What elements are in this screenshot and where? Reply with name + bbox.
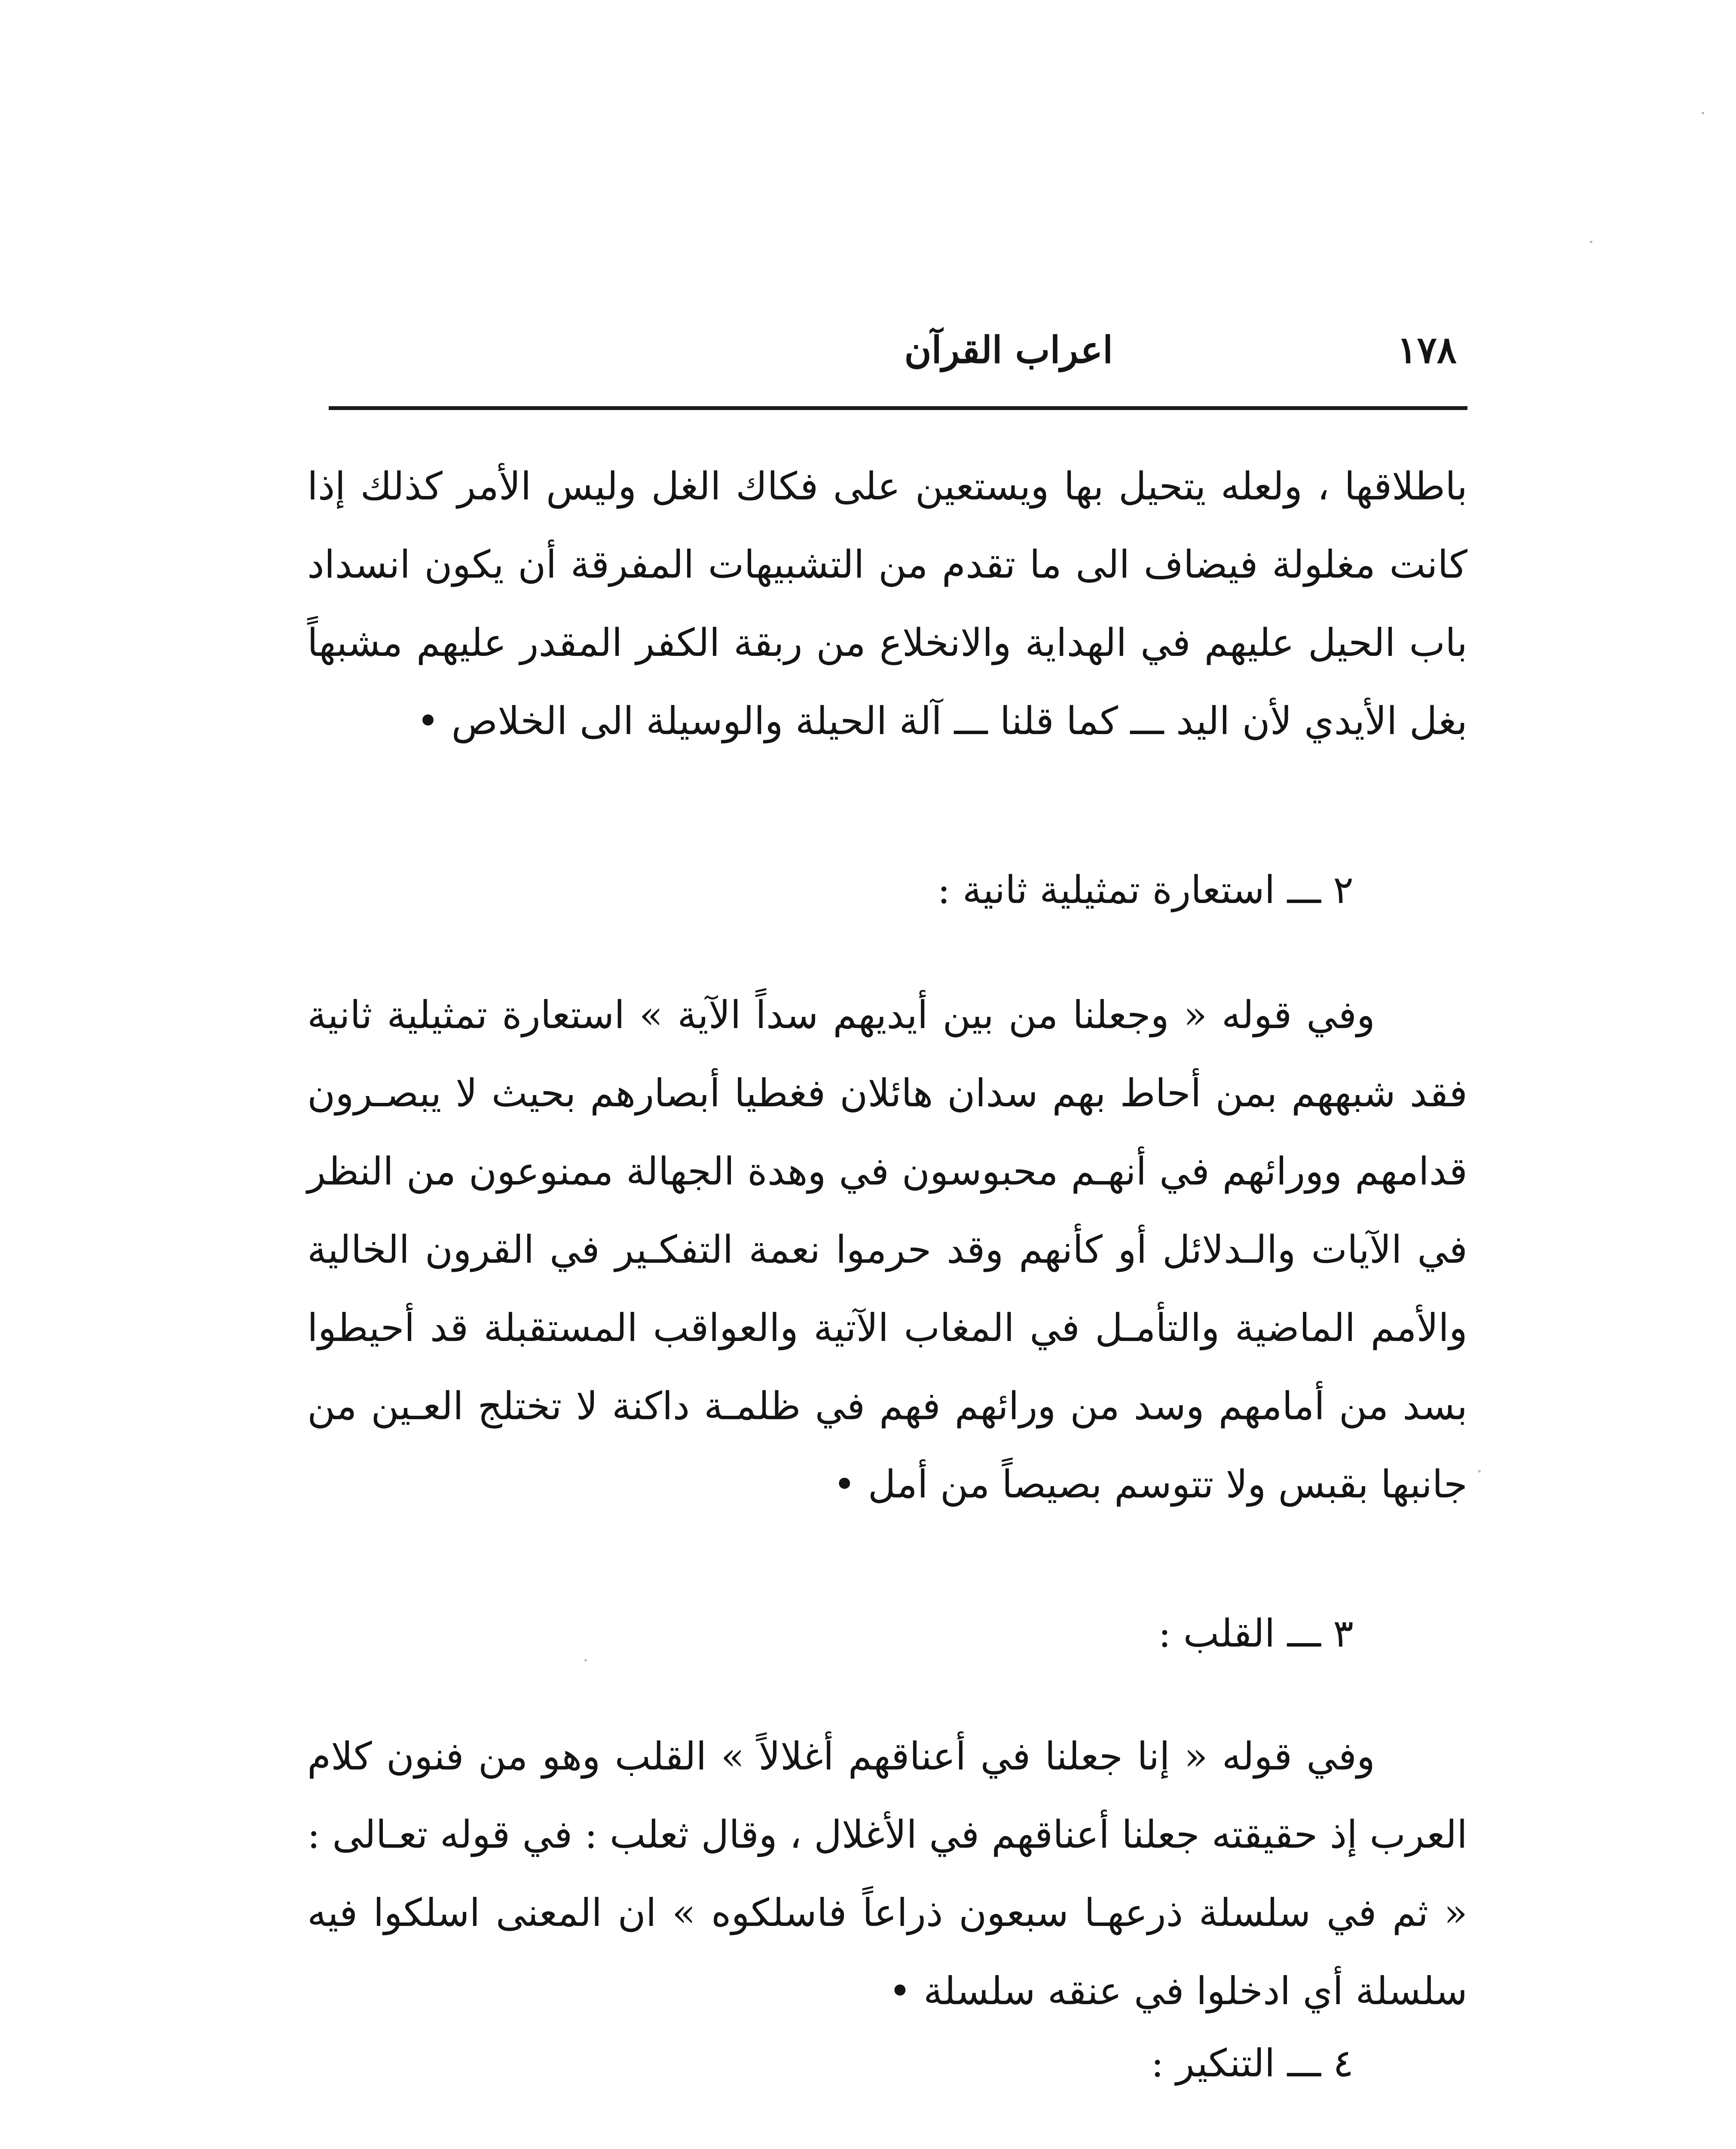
scan-speck bbox=[584, 1659, 587, 1662]
paragraph-indefiniteness bbox=[307, 2145, 1467, 2149]
paragraph-continuation: باطلاقها ، ولعله يتحيل بها ويستعين على فكاك الغل وليس الأمر كذلك إذا كانت مغلولة فيضاف الى ما تقدم من التشبيهات المفرقة أن يكون انسداد باب الحيل عليهم في الهداية والانخلاع من ربقة الكفر المقدر عليهم مشبهاً بغل الأيدي لأن اليد ـــ كما قلنا ـــ آلة الحيلة والوسيلة الى الخلاص • bbox=[307, 464, 1467, 743]
paragraph-inversion: وفي قوله « إنا جعلنا في أعناقهم أغلالاً » القلب وهو من فنون كلام العرب إذ حقيقته جعلنا أعناقهم في الأغلال ، وقال ثعلب : في قوله تعـالى : « ثم في سلسلة ذرعهـا سبعون ذراعاً فاسلكوه » ان المعنى اسلكوا فيه سلسلة أي ادخلوا في عنقه سلسلة • bbox=[307, 1734, 1467, 2013]
header-rule bbox=[329, 406, 1467, 410]
page-number: ١٧٨ bbox=[1397, 328, 1457, 372]
scan-speck bbox=[1702, 112, 1704, 114]
scan-speck bbox=[1590, 241, 1592, 243]
section-heading-3: ٣ ـــ القلب : bbox=[1158, 1611, 1354, 1656]
running-header bbox=[331, 327, 1465, 374]
book-title: اعراب القرآن bbox=[904, 328, 1113, 372]
section-heading-2: ٢ ـــ استعارة تمثيلية ثانية : bbox=[937, 867, 1354, 912]
section-heading-4: ٤ ـــ التنكير : bbox=[1151, 2041, 1354, 2085]
scan-speck bbox=[1478, 1470, 1481, 1472]
paragraph-second-metaphor: وفي قوله « وجعلنا من بين أيديهم سداً الآية » استعارة تمثيلية ثانية فقد شبههم بمن أحاط بهم سدان هائلان فغطيا أبصارهم بحيث لا يبصـرون قدامهم وورائهم في أنهـم محبوسون في وهدة الجهالة ممنوعون من النظر في الآيات والـدلائل أو كأنهم وقد حرموا نعمة التفكـير في القرون الخالية والأمم الماضية والتأمـل في المغاب الآتية والعواقب المستقبلة قد أحيطوا بسد من أمامهم وسد من ورائهم فهم في ظلمـة داكنة لا تختلج العـين من جانبها بقبس ولا تتوسم بصيصاً من أمل • bbox=[307, 992, 1467, 1506]
